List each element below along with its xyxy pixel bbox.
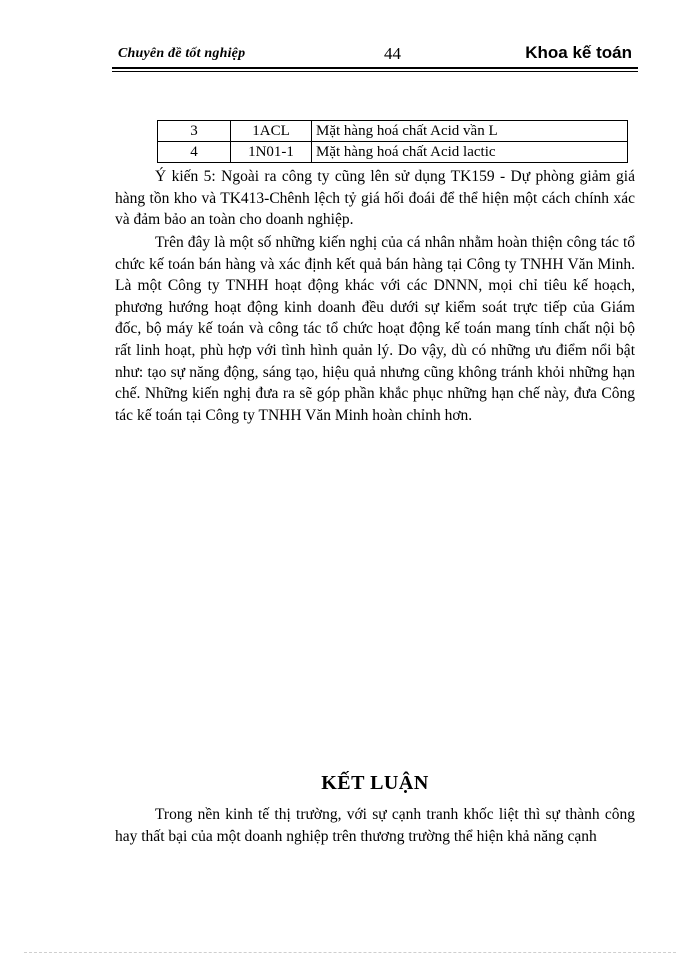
product-table [157,120,628,163]
paragraph-conclusion [115,804,635,847]
table-row [158,121,628,142]
table-row [158,142,628,163]
paragraph-text: Trên đây là một số những kiến nghị của cá nhân nhằm hoàn thiện công tác tổ chức kế toán bán hàng và xác định kết quả bán hàng tại Công ty TNHH Văn Minh. Là một Công ty TNHH hoạt động khác với các DNNN, mọi chỉ tiêu kế hoạch, phương hướng hoạt động kinh doanh đều dưới sự kiểm soát trực tiếp của Giám đốc, bộ máy kế toán và công tác tổ chức hoạt động kế toán mang tính chất nội bộ rất linh hoạt, phù hợp với tình hình quản lý. Do vậy, dù có những ưu điểm nổi bật như: tạo sự năng động, sáng tạo, hiệu quả nhưng cũng không tránh khỏi những hạn chế. Những kiến nghị đưa ra sẽ góp phần khắc phục những hạn chế này, đưa Công tác kế toán tại Công ty TNHH Văn Minh hoàn chỉnh hơn. [115,234,635,424]
table-cell-no: 3 [158,121,231,142]
table-cell-name: Mặt hàng hoá chất Acid vần L [312,121,628,142]
page-header [112,44,632,66]
paragraph-summary [115,232,635,426]
table-cell-no: 4 [158,142,231,163]
table-cell-code: 1ACL [231,121,312,142]
header-department: Khoa kế toán [525,43,632,62]
header-rule-thick [112,67,638,69]
table-cell-name: Mặt hàng hoá chất Acid lactic [312,142,628,163]
table-cell-code: 1N01-1 [231,142,312,163]
section-heading-conclusion: KẾT LUẬN [321,772,429,794]
paragraph-opinion-5 [115,166,635,231]
paragraph-text: Ý kiến 5: Ngoài ra công ty cũng lên sử dụng TK159 - Dự phòng giảm giá hàng tồn kho và TK413-Chênh lệch tỷ giá hối đoái để thể hiện một cách chính xác và đảm bảo an toàn cho doanh nghiệp. [115,168,635,229]
header-title: Chuyên đề tốt nghiệp [118,46,246,61]
header-rule-thin [112,71,638,72]
page-number: 44 [384,44,401,63]
page-bottom-divider [24,952,676,953]
paragraph-text: Trong nền kinh tế thị trường, với sự cạnh tranh khốc liệt thì sự thành công hay thất bại của một doanh nghiệp trên thương trường thể hiện khả năng cạnh [115,806,635,845]
